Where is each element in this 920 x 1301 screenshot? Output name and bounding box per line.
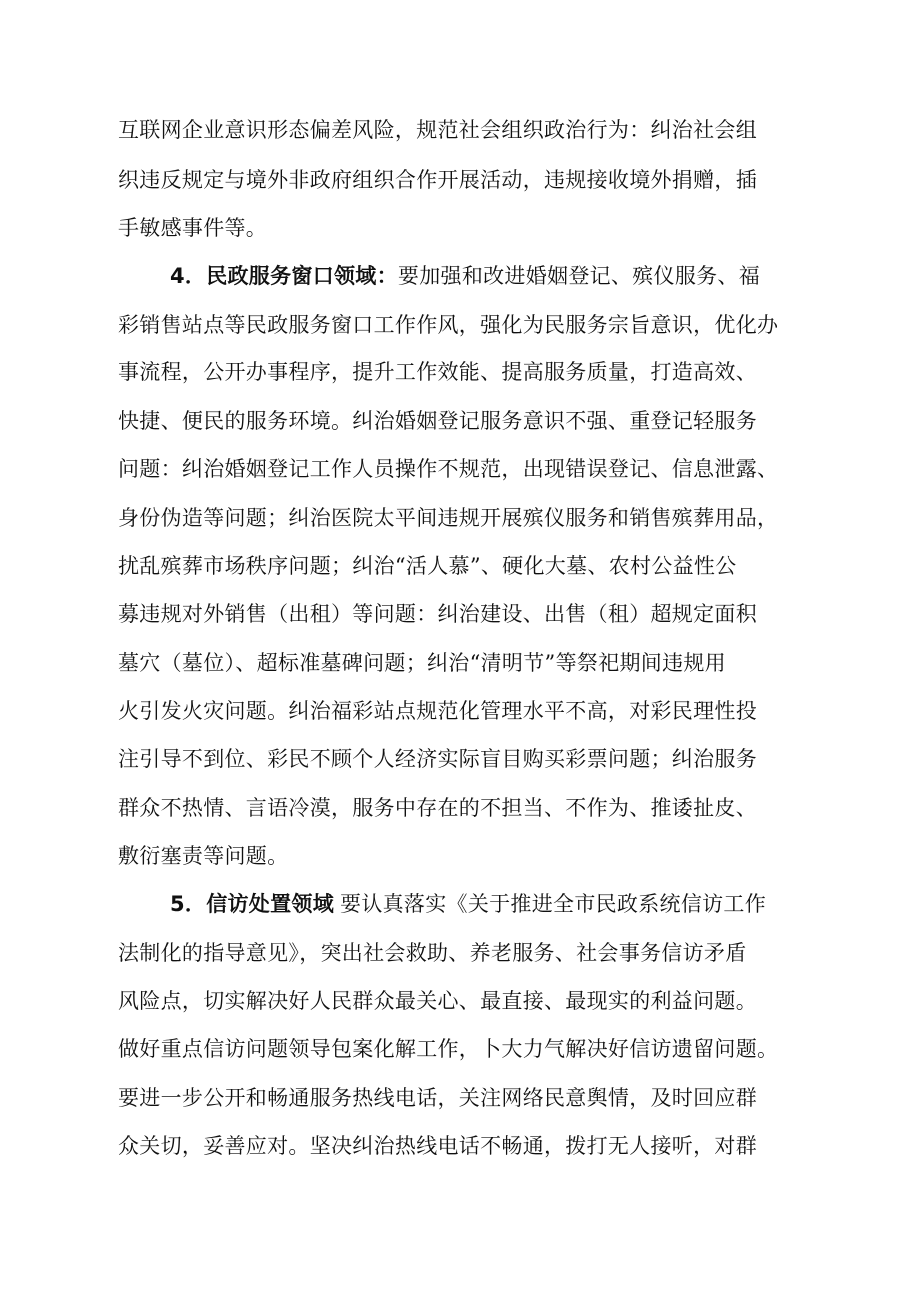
section-4-first-line bbox=[170, 263, 810, 289]
paragraph-line: 众关切，妥善应对。坚决纠治热线电话不畅通，拨打无人接听，对群 bbox=[118, 1134, 757, 1158]
section-5-first-line bbox=[170, 891, 810, 917]
paragraph-line: 募违规对外销售（出租）等问题：纠治建设、出售（租）超规定面积 bbox=[118, 602, 757, 626]
paragraph-line: 扰乱殡葬市场秩序问题；纠治“活人慕”、硬化大墓、农村公益性公 bbox=[118, 554, 737, 578]
section-4-heading: 4．民政服务窗口领域： bbox=[170, 264, 398, 288]
paragraph-line: 手敏感事件等。 bbox=[118, 216, 268, 240]
paragraph-line: 敷衍塞责等问题。 bbox=[118, 844, 289, 868]
paragraph-line: 彩销售站点等民政服务窗口工作作风，强化为民服务宗旨意识，优化办 bbox=[118, 313, 779, 337]
paragraph-line: 火引发火灾问题。纠治福彩站点规范化管理水平不高，对彩民理性投 bbox=[118, 699, 757, 723]
paragraph-line: 快捷、便民的服务环境。纠治婚姻登记服务意识不强、重登记轻服务 bbox=[118, 409, 757, 433]
paragraph-line: 墓穴（墓位）、超标准墓碑问题；纠治“清明节”等祭祀期间违规用 bbox=[118, 651, 726, 675]
paragraph-line: 身份伪造等问题；纠治医院太平间违规开展殡仪服务和销售殡葬用品， bbox=[118, 506, 779, 530]
paragraph-line: 风险点，切实解决好人民群众最关心、最直接、最现实的利益问题。 bbox=[118, 989, 757, 1013]
paragraph-line: 织违反规定与境外非政府组织合作开展活动，违规接收境外捐赠，插 bbox=[118, 168, 757, 192]
section-5-first-text: 要认真落实《关于推进全市民政系统信访工作 bbox=[340, 892, 767, 916]
paragraph-line: 法制化的指导意见》，突出社会救助、养老服务、社会事务信访矛盾 bbox=[118, 941, 747, 965]
paragraph-line: 做好重点信访问题领导包案化解工作，卜大力气解决好信访遗留问题。 bbox=[118, 1037, 779, 1061]
paragraph-line: 要进一步公开和畅通服务热线电话，关注网络民意舆情，及时回应群 bbox=[118, 1086, 757, 1110]
paragraph-line: 互联网企业意识形态偏差风险，规范社会组织政治行为：纠治社会组 bbox=[118, 118, 757, 142]
section-4-first-text: 要加强和改进婚姻登记、殡仪服务、福 bbox=[397, 264, 761, 288]
paragraph-line: 事流程，公开办事程序，提升工作效能、提高服务质量，打造高效、 bbox=[118, 360, 757, 384]
paragraph-line: 问题：纠治婚姻登记工作人员操作不规范，出现错误登记、信息泄露、 bbox=[118, 457, 779, 481]
paragraph-line: 注引导不到位、彩民不顾个人经济实际盲目购买彩票问题；纠治服务 bbox=[118, 747, 757, 771]
paragraph-line: 群众不热情、言语冷漠，服务中存在的不担当、不作为、推诿扯皮、 bbox=[118, 796, 757, 820]
section-5-heading: 5．信访处置领域 bbox=[170, 892, 335, 916]
